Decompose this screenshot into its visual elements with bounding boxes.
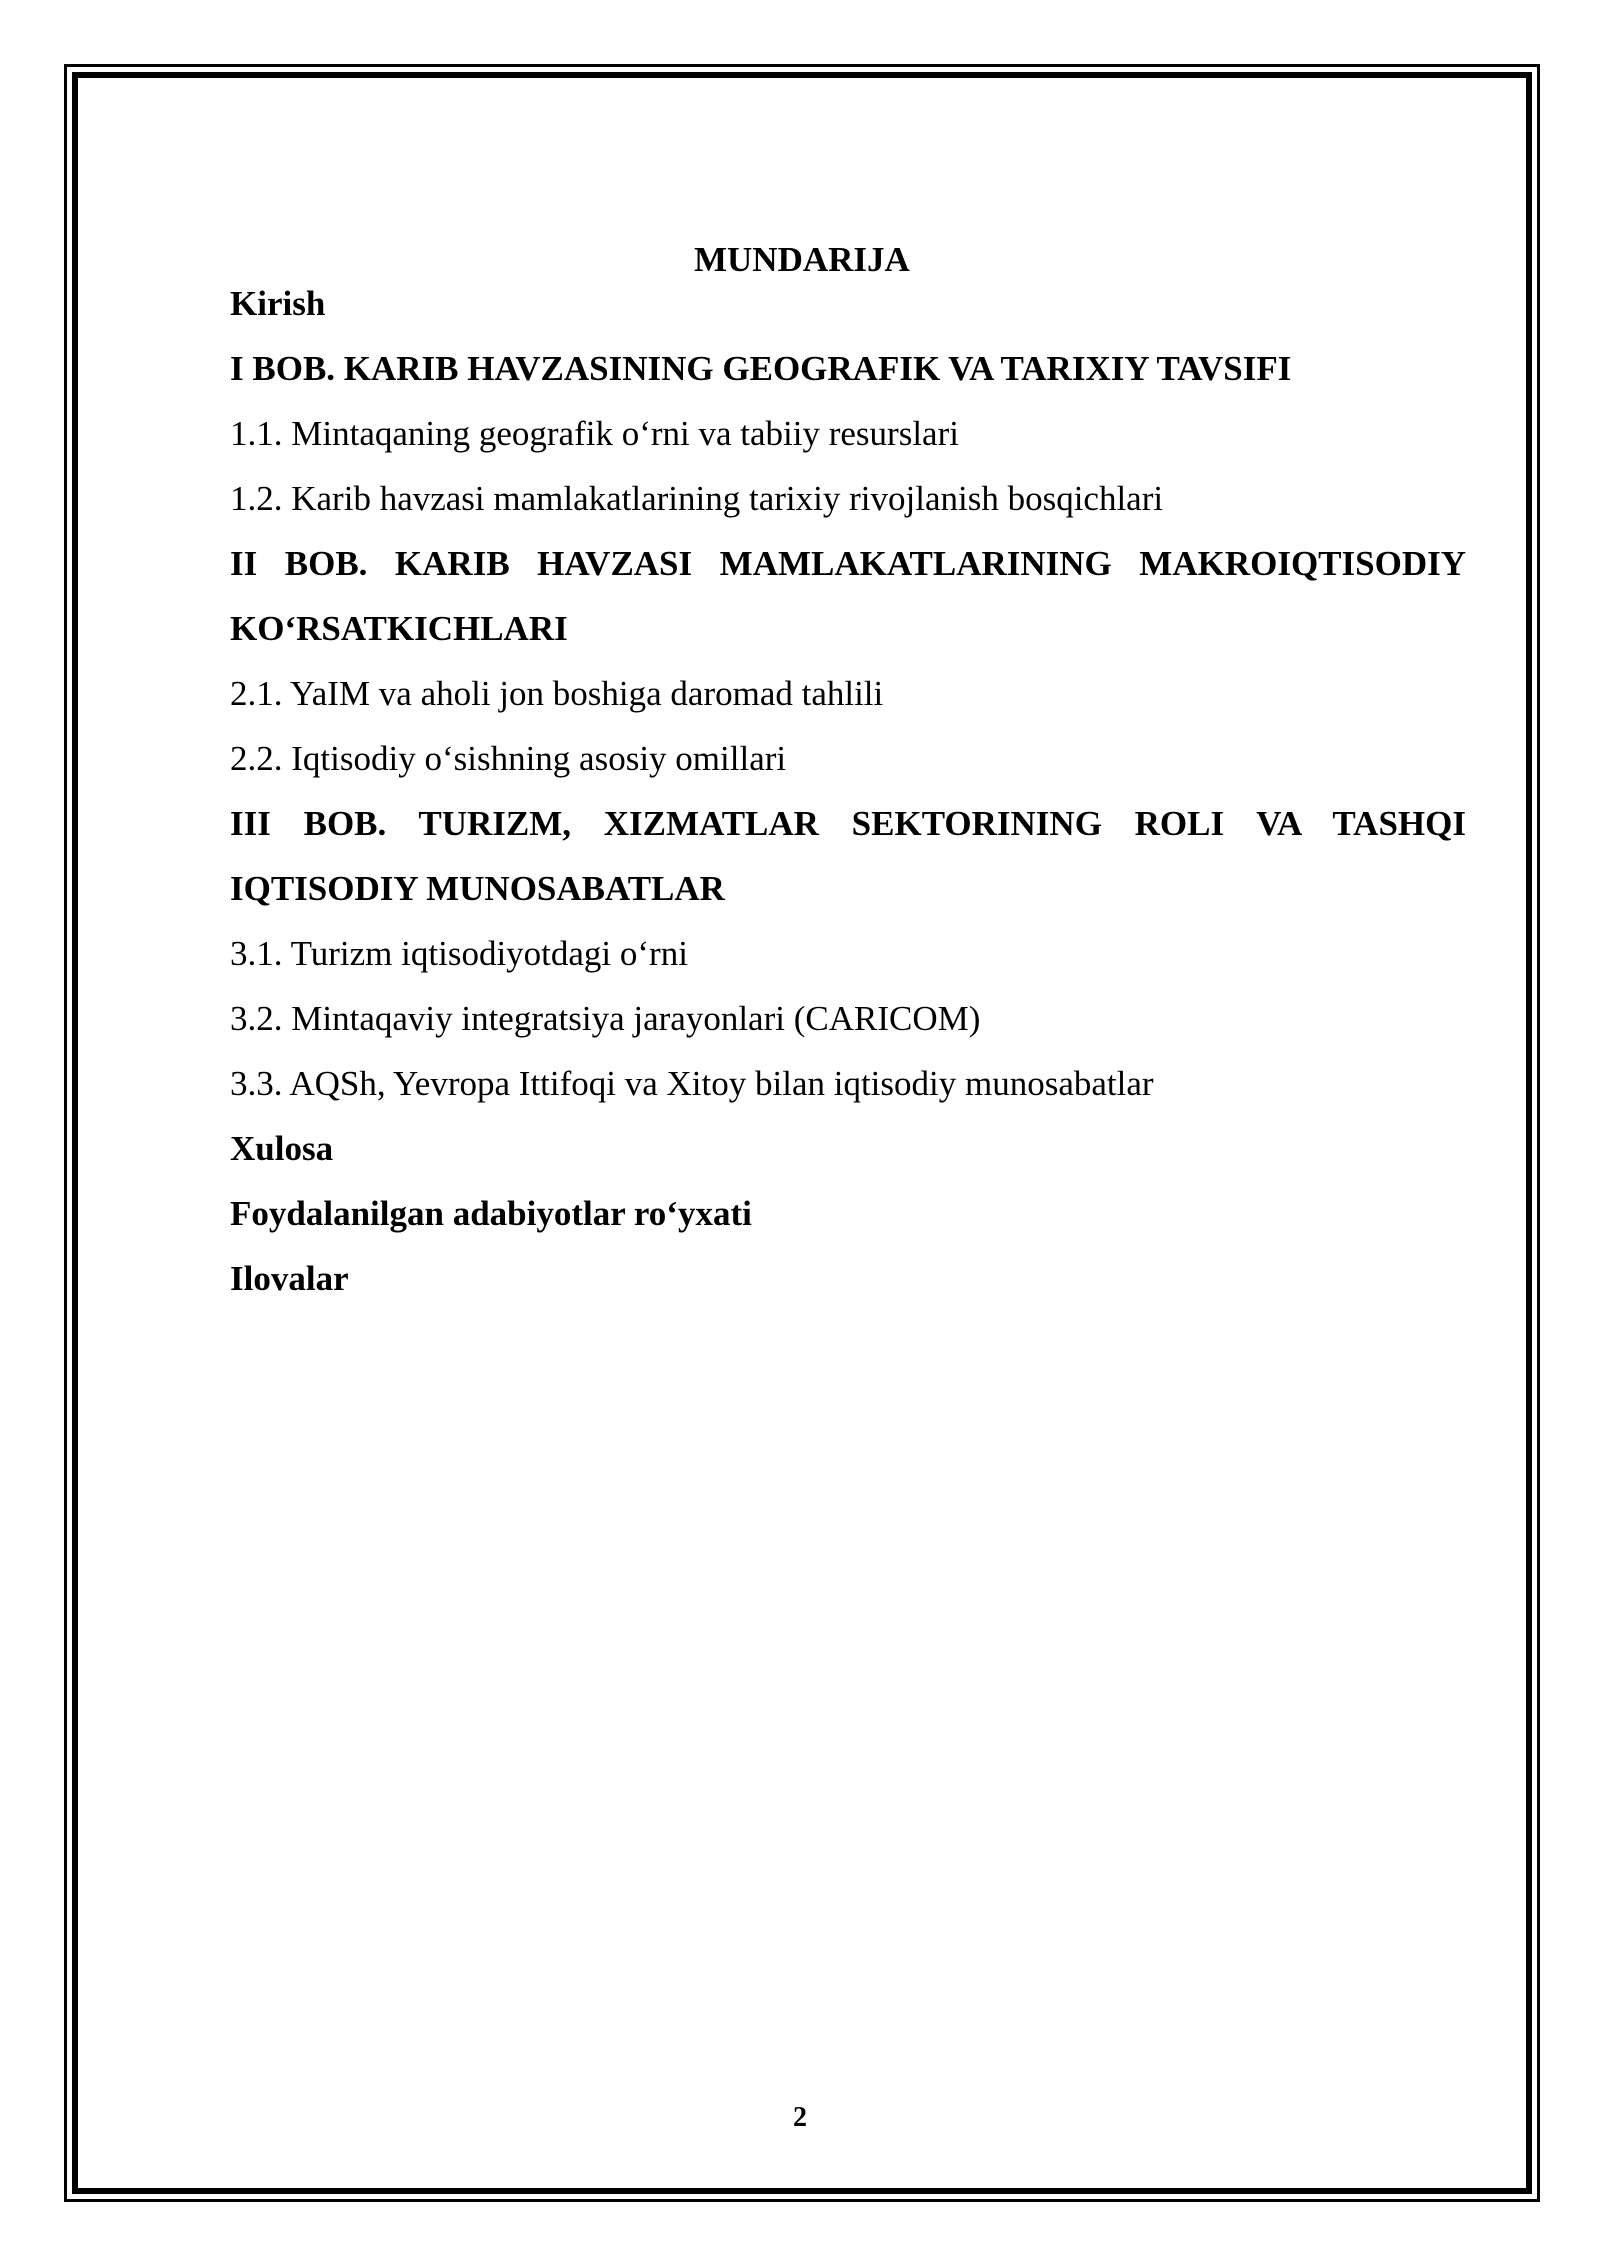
toc-chapter-1: I BOB. KARIB HAVZASINING GEOGRAFIK VA TARIXIY TAVSIFI [230, 349, 1292, 388]
toc-section-1-1: 1.1. Mintaqaning geografik o‘rni va tabiiy resurslari [230, 414, 959, 453]
toc-chapter-2-line-2: KO‘RSATKICHLARI [230, 609, 568, 648]
toc-section-2-1: 2.1. YaIM va aholi jon boshiga daromad tahlili [230, 674, 884, 713]
toc-section-3-1: 3.1. Turizm iqtisodiyotdagi o‘rni [230, 934, 688, 973]
toc-section-3-2: 3.2. Mintaqaviy integratsiya jarayonlari (CARICOM) [230, 999, 981, 1038]
toc-section-2-2: 2.2. Iqtisodiy o‘sishning asosiy omillari [230, 739, 787, 778]
toc-chapter-3-line-2: IQTISODIY MUNOSABATLAR [230, 869, 725, 908]
toc-chapter-2-line-1: II BOB. KARIB HAVZASI MAMLAKATLARINING MAKROIQTISODIY [230, 544, 1466, 583]
page-number: 2 [793, 2102, 807, 2133]
table-of-contents [230, 238, 1466, 1311]
toc-item-references: Foydalanilgan adabiyotlar ro‘yxati [230, 1194, 752, 1233]
toc-section-1-2: 1.2. Karib havzasi mamlakatlarining tarixiy rivojlanish bosqichlari [230, 479, 1164, 518]
toc-item-kirish: Kirish [230, 284, 326, 323]
toc-item-xulosa: Xulosa [230, 1129, 334, 1168]
toc-item-appendices: Ilovalar [230, 1259, 349, 1298]
toc-chapter-3-line-1: III BOB. TURIZM, XIZMATLAR SEKTORINING ROLI VA TASHQI [230, 804, 1466, 843]
toc-title: MUNDARIJA [694, 240, 910, 279]
toc-section-3-3: 3.3. AQSh, Yevropa Ittifoqi va Xitoy bilan iqtisodiy munosabatlar [230, 1064, 1154, 1103]
